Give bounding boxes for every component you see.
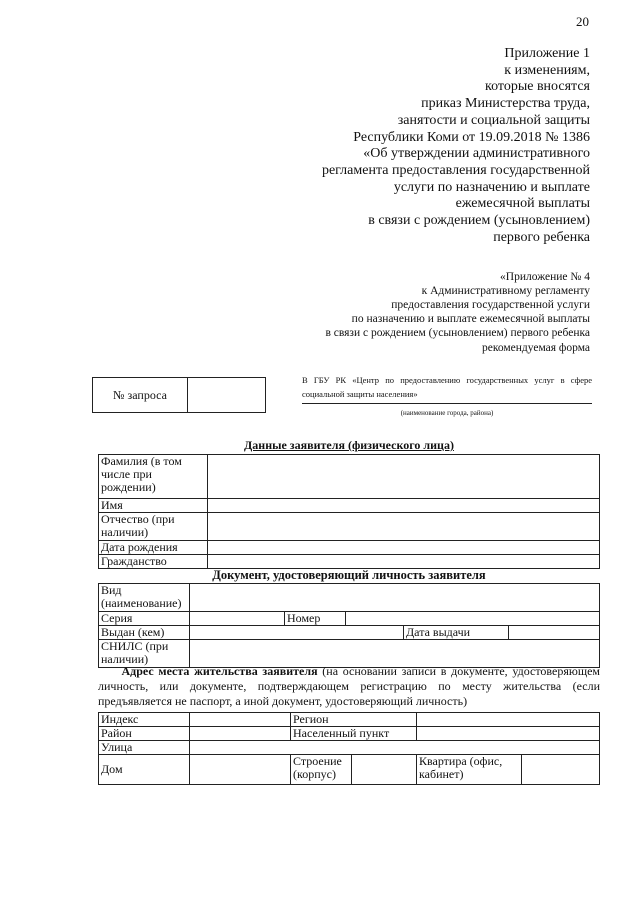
header-line: «Об утверждении административного [363, 146, 590, 162]
request-number-box [92, 377, 266, 413]
issue-date-label: Дата выдачи [404, 626, 509, 640]
header-line: первого ребенка [493, 229, 590, 245]
address-section-note: (на основании записи в документе, удостоверяющем личность, или документе, подтверждающем регистрацию по месту жительства (если предъявляется не паспорт, а иной документ, удостоверяющий личность) [98, 664, 600, 708]
apartment-field[interactable] [522, 755, 600, 785]
header-line: к изменениям, [504, 62, 590, 78]
order-header [170, 46, 590, 246]
number-field[interactable] [346, 612, 600, 626]
addressee-block [302, 373, 592, 420]
header-line: приказ Министерства труда, [421, 96, 590, 112]
district-field[interactable] [190, 727, 291, 741]
issued-by-field[interactable] [190, 626, 404, 640]
settlement-label: Населенный пункт [291, 727, 417, 741]
address-section-title: Адрес места жительства заявителя [121, 664, 318, 678]
region-field[interactable] [417, 713, 600, 727]
doc-kind-label: Вид (наименование) [99, 584, 190, 612]
appendix-line: в связи с рождением (усыновлением) первого ребенка [325, 327, 590, 339]
applicant-table [98, 454, 600, 569]
appendix-line: по назначению и выплате ежемесячной выплаты [351, 313, 590, 325]
request-number-field[interactable] [188, 378, 265, 412]
header-line: Приложение 1 [504, 46, 590, 61]
settlement-field[interactable] [417, 727, 600, 741]
applicant-section-title: Данные заявителя (физического лица) [244, 438, 454, 452]
page-number: 20 [576, 14, 589, 29]
apartment-label: Квартира (офис, кабинет) [417, 755, 522, 785]
appendix-header [170, 270, 590, 340]
surname-label: Фамилия (в том числе при рождении) [99, 455, 208, 499]
street-field[interactable] [190, 741, 600, 755]
building-field[interactable] [352, 755, 417, 785]
addressee-caption: (наименование города, района) [400, 409, 494, 417]
header-line: Республики Коми от 19.09.2018 № 1386 [353, 129, 590, 145]
number-label: Номер [285, 612, 346, 626]
birthdate-label: Дата рождения [99, 541, 208, 555]
series-field[interactable] [190, 612, 285, 626]
header-line: которые вносятся [484, 79, 590, 95]
header-line: ежемесячной выплаты [455, 196, 590, 212]
citizenship-label: Гражданство [99, 555, 208, 569]
building-label: Строение (корпус) [291, 755, 352, 785]
appendix-line: предоставления государственной услуги [391, 299, 590, 311]
house-field[interactable] [190, 755, 291, 785]
surname-field[interactable] [208, 455, 600, 499]
addressee-line[interactable] [302, 403, 592, 404]
street-label: Улица [99, 741, 190, 755]
birthdate-field[interactable] [208, 541, 600, 555]
address-table [98, 712, 600, 785]
patronymic-label: Отчество (при наличии) [99, 513, 208, 541]
citizenship-field[interactable] [208, 555, 600, 569]
header-line: в связи с рождением (усыновлением) [368, 213, 590, 229]
series-label: Серия [99, 612, 190, 626]
region-label: Регион [291, 713, 417, 727]
issue-date-field[interactable] [509, 626, 600, 640]
index-field[interactable] [190, 713, 291, 727]
patronymic-field[interactable] [208, 513, 600, 541]
appendix-line: «Приложение № 4 [500, 271, 590, 283]
house-label: Дом [99, 755, 190, 785]
id-document-section-title: Документ, удостоверяющий личность заявителя [212, 568, 486, 582]
request-number-label: № запроса [93, 378, 188, 412]
name-label: Имя [99, 499, 208, 513]
header-line: услуги по назначению и выплате [393, 179, 590, 195]
district-label: Район [99, 727, 190, 741]
address-intro [98, 664, 600, 709]
doc-kind-field[interactable] [190, 584, 600, 612]
index-label: Индекс [99, 713, 190, 727]
appendix-line: к Административному регламенту [421, 285, 590, 297]
header-line: занятости и социальной защиты [397, 112, 590, 128]
addressee-text: В ГБУ РК «Центр по предоставлению государственных услуг в сфере социальной защиты населения» [302, 375, 592, 399]
id-document-table [98, 583, 600, 668]
name-field[interactable] [208, 499, 600, 513]
header-line: регламента предоставления государственной [321, 162, 590, 178]
issued-by-label: Выдан (кем) [99, 626, 190, 640]
recommended-form-label: рекомендуемая форма [481, 342, 590, 354]
snils-label: СНИЛС (при наличии) [99, 640, 190, 668]
